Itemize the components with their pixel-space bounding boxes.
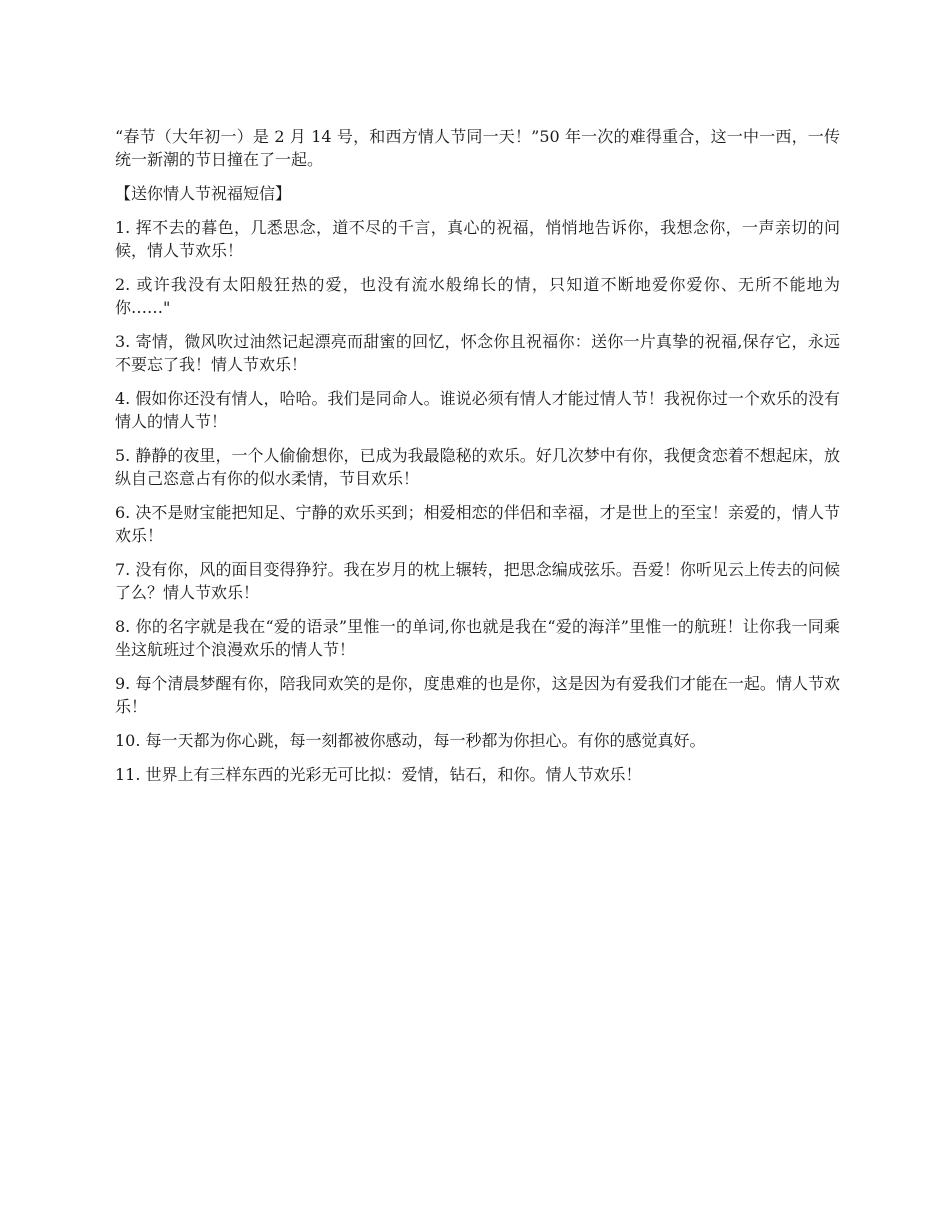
list-item: 11. 世界上有三样东西的光彩无可比拟：爱情，钻石，和你。情人节欢乐！ — [115, 765, 642, 784]
intro-paragraph: “春节（大年初一）是 2 月 14 号，和西方情人节同一天！”50 年一次的难得重合，这一中一西，一传统一新潮的节日撞在了一起。 — [115, 127, 840, 169]
list-item: 5. 静静的夜里，一个人偷偷想你，已成为我最隐秘的欢乐。好几次梦中有你，我便贪恋着不想起床，放纵自己恣意占有你的似水柔情，节目欢乐！ — [115, 446, 840, 488]
list-item: 10. 每一天都为你心跳，每一刻都被你感动，每一秒都为你担心。有你的感觉真好。 — [115, 731, 706, 750]
list-item: 9. 每个清晨梦醒有你，陪我同欢笑的是你，度患难的也是你，这是因为有爱我们才能在一起。情人节欢乐！ — [115, 674, 840, 716]
list-item: 6. 决不是财宝能把知足、宁静的欢乐买到；相爱相恋的伴侣和幸福，才是世上的至宝！亲爱的，情人节欢乐！ — [115, 503, 840, 545]
list-item: 4. 假如你还没有情人，哈哈。我们是同命人。谁说必须有情人才能过情人节！我祝你过一个欢乐的没有情人的情人节！ — [115, 389, 840, 431]
document-body — [115, 125, 840, 797]
list-item: 3. 寄情，微风吹过油然记起漂亮而甜蜜的回忆，怀念你且祝福你：送你一片真挚的祝福,保存它，永远不要忘了我！情人节欢乐！ — [115, 332, 840, 374]
list-item: 1. 挥不去的暮色，几悉思念，道不尽的千言，真心的祝福，悄悄地告诉你，我想念你，一声亲切的问候，情人节欢乐！ — [115, 218, 840, 260]
list-item: 8. 你的名字就是我在“爱的语录”里惟一的单词,你也就是我在“爱的海洋”里惟一的航班！让你我一同乘坐这航班过个浪漫欢乐的情人节！ — [115, 617, 840, 659]
list-item: 2. 或许我没有太阳般狂热的爱，也没有流水般绵长的情，只知道不断地爱你爱你、无所不能地为你……" — [115, 275, 840, 317]
section-heading: 【送你情人节祝福短信】 — [115, 184, 292, 203]
list-item: 7. 没有你，风的面目变得狰狞。我在岁月的枕上辗转，把思念编成弦乐。吾爱！你听见云上传去的问候了么？情人节欢乐！ — [115, 560, 840, 602]
